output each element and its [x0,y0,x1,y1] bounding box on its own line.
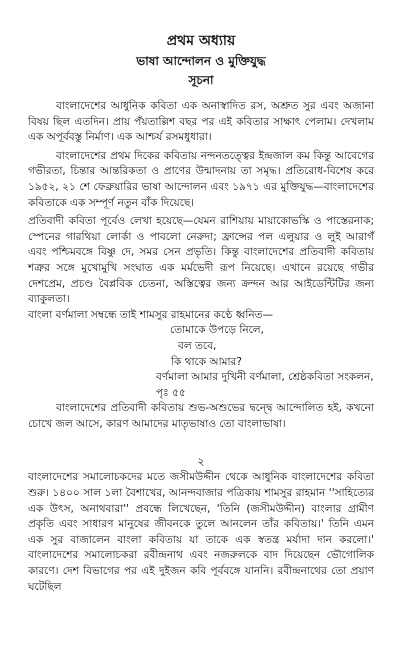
section-number: ২ [197,455,205,469]
poem-line-1: তোমাকে উপড়ে নিলে, [170,324,264,337]
poem-line-2: বল তবে, [178,339,217,352]
paragraph-4-intro: বাংলা বর্ণমালা সম্বন্ধে তাই শামসুর রাহমানের কণ্ঠে ধ্বনিত— [28,308,274,321]
poem-quote [28,323,374,370]
paragraph-2: বাংলাদেশের প্রথম দিকের কবিতায় নন্দনতত্ত্বের ইন্দ্রজাল কম কিন্তু আবেগের গভীরতা, চিন্তার আন্তরিকতা ও প্রাণের উন্মাদনায় তা সমৃদ্ধ। প্রতিরোধ-বিশেষ করে ১৯৫২, ২১ শে ফেব্রুয়ারির ভাষা আন্দোলন এবং ১৯৭১ এর মুক্তিযুদ্ধ—বাংলাদেশের কবিতাকে এক সম্পূর্ণ নতুন বাঁক দিয়েছে। [28,149,374,209]
paragraph-1: বাংলাদেশের আধুনিক কবিতা এক অনাস্বাদিত রস, অশ্রুত সুর এবং অজানা বিষয় ছিল এতদিন। প্রায় পঁয়তাল্লিশ বছর পর এই কবিতার সাক্ষাৎ পেলাম। দেখলাম এক অপূর্ববস্তু নির্মাণ। এক আশ্চর্য রসমধুধারা। [28,100,374,144]
paragraph-5: বাংলাদেশের প্রতিবাদী কবিতায় শুভ-অশুভের দ্বন্দ্বে আন্দোলিত হই, কখনো চোখে জল আসে, কারণ আমাদের মাতৃভাষাও তো বাংলাভাষা। [28,402,374,430]
poem-line-3: কি থাকে আমার? [171,355,242,368]
paragraph-6: বাংলাদেশের সমালোচকদের মতে জসীমউদ্দীন থেকে আধুনিক বাংলাদেশের কবিতা শুরু। ১৪০০ সাল ১লা বৈশাখের, আনন্দবাজার পত্রিকায় শামসুর রাহমান ''সাহিত্যের এক উৎস, অনাথবারা'' প্রবন্ধে লিখেছেন, 'তিনি (জসীমউদ্দীন) বাংলার গ্রামীণ প্রকৃতি এবং সাধারণ মানুষের জীবনকে তুলে আনলেন তাঁর কবিতায়।' তিনি এমন এক সুর বাজালেন বাংলা কবিতায় যা তাকে এক স্বতন্ত্র মর্যাদা দান করলো।' বাংলাদেশের সমালোচকরা রবীন্দ্রনাথ এবং নজরুলকে বাদ দিয়েছেন ভৌগোলিক কারণে। দেশ বিভাগের পর এই দুইজন কবি পূর্ববঙ্গে যাননি। রবীন্দ্রনাথের তো প্রয়াণ ঘটেছিল [28,471,374,593]
paragraph-3: প্রতিবাদী কবিতা পূর্বেও লেখা হয়েছে—যেমন রাশিয়ায় মায়াকোভস্কি ও পাস্তেরনাক; স্পেনের গারথিয়া লোর্কা ও পাবলো নেরুদা; ফ্রান্সের পল এলুয়ার ও লুই আরাগঁ এবং পশ্চিমবঙ্গে বিষ্ণু দে, সমর সেন প্রভৃতি। কিন্তু বাংলাদেশের প্রতিবাদী কবিতায় শত্রুর সঙ্গে মুখোমুখি সংঘাত এক মর্মভেদী রূপ নিয়েছে। এখানে রয়েছে গভীর দেশপ্রেম, প্রচণ্ড বৈপ্লবিক চেতনা, অস্তিত্বের জন্য ক্রন্দন আর আইডেন্টিটির জন্য ব্যাকুলতা। [28,215,374,306]
poem-citation: বর্ণমালা আমার দুখিনী বর্ণমালা, শ্রেষ্ঠকবিতা সংকলন, পৃঃ ৫৫ [156,371,374,399]
section-heading: সূচনা [188,73,214,87]
chapter-title: প্রথম অধ্যায় [166,33,236,49]
chapter-subtitle: ভাষা আন্দোলন ও মুক্তিযুদ্ধ [136,54,266,68]
